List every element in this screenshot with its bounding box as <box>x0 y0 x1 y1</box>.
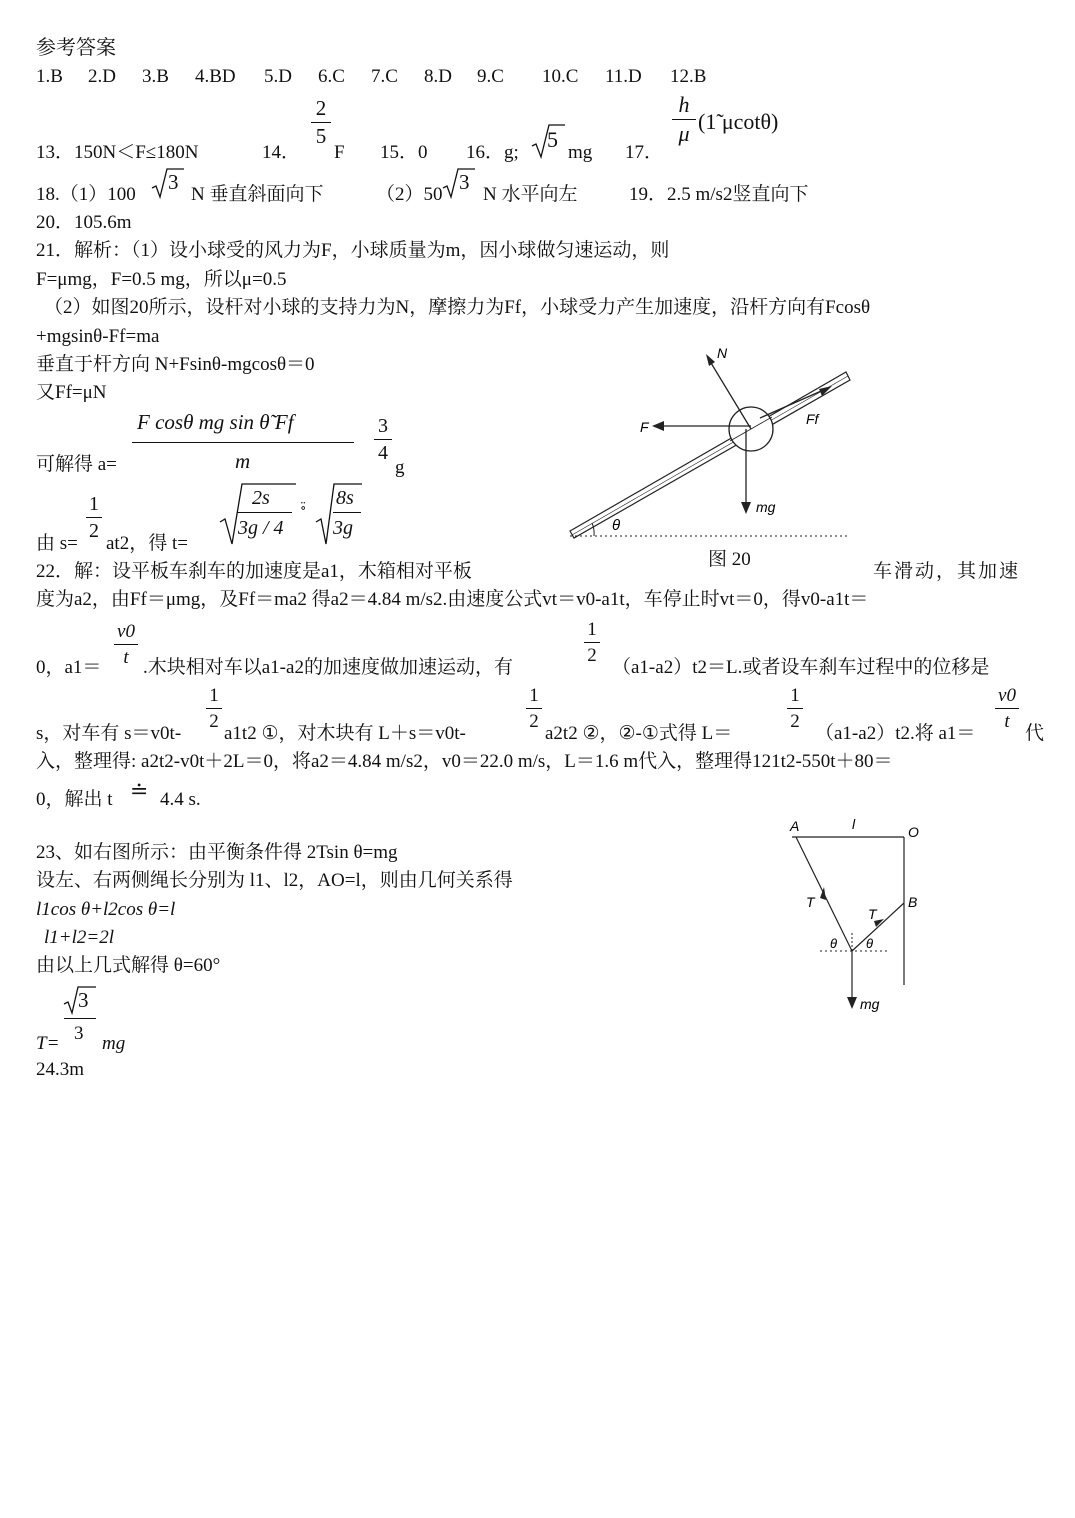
mc-answer-row <box>36 67 736 89</box>
fraction-numerator: v0 <box>998 685 1016 706</box>
mc-answer: 6.C <box>318 66 345 87</box>
answer-22-a1-fraction <box>114 622 138 667</box>
fraction-numerator: h <box>678 92 690 117</box>
answer-20: 20．105.6m <box>36 212 132 233</box>
fraction-bar <box>333 512 361 513</box>
mc-answer: 10.C <box>542 66 579 87</box>
answer-23-line3: l1cos θ+l2cos θ=l <box>36 899 176 920</box>
answer-18-part2: （2）50 <box>376 184 443 205</box>
answer-14-unit: F <box>334 142 345 163</box>
fraction-denominator: 5 <box>315 124 327 148</box>
answer-22-a1-fraction <box>995 686 1019 731</box>
answer-21-a-label: 可解得 a= <box>36 454 117 475</box>
answer-21-s-fraction <box>86 494 102 541</box>
figure-20-N-label: N <box>717 345 728 361</box>
fraction-denominator: t <box>1004 711 1010 732</box>
fraction-bar <box>64 1018 96 1019</box>
figure-23-T-left-label: T <box>806 894 815 910</box>
answer-24: 24.3m <box>36 1059 85 1080</box>
fraction-denominator: 2 <box>790 711 800 732</box>
figure-23-l-label: l <box>852 816 856 832</box>
fraction-denominator: 2 <box>89 520 99 542</box>
answer-23-line5: 由以上几式解得 θ=60° <box>36 955 221 976</box>
fraction-numerator: 3 <box>378 415 388 437</box>
figure-23-diagram <box>780 815 930 1025</box>
radicand-numerator: 8s <box>336 487 354 509</box>
answer-14-label: 14． <box>262 142 301 163</box>
answer-18-direction2: N 水平向左 <box>483 184 578 205</box>
answer-22-line3b: .木块相对车以a1-a2的加速度做加速运动，有 <box>143 657 513 678</box>
mc-answer: 11.D <box>605 66 642 87</box>
answer-21-line4: +mgsinθ-Ff=ma <box>36 326 160 347</box>
answer-21-s-mid: at2，得 t= <box>106 533 188 554</box>
fraction-numerator: 1 <box>89 493 99 515</box>
fraction-numerator: 1 <box>790 685 800 706</box>
fraction-numerator: v0 <box>117 621 135 642</box>
fraction-denominator: μ <box>678 121 690 146</box>
figure-23-theta-left-label: θ <box>830 936 838 951</box>
fraction-denominator: t <box>123 647 129 668</box>
answer-21-line1: 21．解析：（1）设小球受的风力为F，小球质量为m，因小球做匀速运动，则 <box>36 240 670 261</box>
answer-22-line3c: （a1-a2）t2＝L.或者设车刹车过程中的位移是 <box>612 657 990 678</box>
mc-answer: 8.D <box>424 66 452 87</box>
answer-22-line2: 度为a2，由Ff＝μmg，及Ff＝ma2 得a2＝4.84 m/s2.由速度公式vt＝v0-a1t，车停止时vt＝0，得v0-a1t＝ <box>36 589 869 610</box>
figure-23-A-label: A <box>790 818 800 834</box>
answer-22-line5: 入，整理得: a2t2-v0t＋2L＝0，将a2＝4.84 m/s2，v0＝22.0 m/s，L＝1.6 m代入，整理得121t2-550t＋80＝ <box>36 751 893 772</box>
mc-answer: 12.B <box>670 66 707 87</box>
fraction-numerator: 2 <box>315 96 327 120</box>
fraction-bar <box>114 644 138 645</box>
answer-22-line4c: a2t2 ②，②-①式得 L＝ <box>545 723 733 744</box>
fraction-numerator: 1 <box>587 619 597 640</box>
mc-answer: 1.B <box>36 66 63 87</box>
answer-21-line3: （2）如图20所示，设杆对小球的支持力为N，摩擦力为Ff，小球受力产生加速度，沿杆方向有Fcosθ <box>44 297 871 318</box>
answer-23-line1: 23、如右图所示：由平衡条件得 2Tsin θ=mg <box>36 842 398 863</box>
answer-21-s-label: 由 s= <box>36 533 78 554</box>
figure-20-diagram <box>560 340 860 570</box>
answer-17-expression: (1̃ μcotθ) <box>698 109 779 134</box>
approx-sign: ∘̈ <box>300 500 307 515</box>
answer-13: 13．150N＜F≤180N <box>36 142 199 163</box>
fraction-numerator: 1 <box>209 685 219 706</box>
mc-answer: 2.D <box>88 66 116 87</box>
mc-answer: 4.BD <box>195 66 236 87</box>
answer-21-a-coefficient <box>374 416 392 463</box>
answer-15: 15．0 <box>380 142 428 163</box>
answer-18-part1: 18.（1）100 <box>36 184 136 205</box>
answer-21-line5: 垂直于杆方向 N+Fsinθ-mgcosθ＝0 <box>36 354 315 375</box>
fraction-bar <box>206 708 222 709</box>
fraction-bar <box>787 708 803 709</box>
answer-14-fraction <box>311 98 331 147</box>
radicand-numerator: 2s <box>252 487 270 509</box>
fraction-denominator: 2 <box>209 711 219 732</box>
answer-21-line6: 又Ff=μN <box>36 382 107 403</box>
figure-23-theta-right-label: θ <box>866 936 874 951</box>
answer-23-T-denominator: 3 <box>74 1023 84 1044</box>
fraction-denominator: 2 <box>587 645 597 666</box>
answer-23-T-radicand: 3 <box>78 988 89 1012</box>
answer-22-line1b: 车滑动，其加速 <box>873 561 1021 582</box>
answer-22-line4d: （a1-a2）t2.将 a1＝ <box>815 723 976 744</box>
answer-19: 19．2.5 m/s2竖直向下 <box>629 184 809 205</box>
answer-23-line4: l1+l2=2l <box>44 927 114 948</box>
fraction-bar <box>672 119 696 120</box>
answer-22-half-fraction <box>206 686 222 731</box>
answer-21-a-unit: g <box>395 457 405 478</box>
answer-21-a-numerator: F cosθ mg sin θ̃ Ff <box>137 410 294 434</box>
answer-16-label: 16．g; <box>466 142 519 163</box>
mc-answer: 7.C <box>371 66 398 87</box>
answer-16-radicand: 5 <box>547 127 558 152</box>
fraction-bar <box>132 442 354 443</box>
answer-23-T-unit: mg <box>102 1033 126 1054</box>
answer-23-T-label: T= <box>36 1033 60 1054</box>
figure-23-T-right-label: T <box>868 906 877 922</box>
answer-21-line2: F=μmg，F=0.5 mg，所以μ=0.5 <box>36 269 287 290</box>
figure-20-F-label: F <box>640 419 649 435</box>
answer-22-line6a: 0，解出 t <box>36 789 113 810</box>
answer-16-unit: mg <box>568 142 593 163</box>
fraction-denominator: 2 <box>529 711 539 732</box>
figure-23-O-label: O <box>908 824 919 840</box>
fraction-bar <box>237 512 292 513</box>
fraction-bar <box>374 439 392 440</box>
answer-22-line6c: 4.4 s. <box>160 789 201 810</box>
figure-23-mg-label: mg <box>860 996 880 1012</box>
mc-answer: 9.C <box>477 66 504 87</box>
fraction-bar <box>86 517 102 518</box>
answer-22-line4b: a1t2 ①，对木块有 L＋s＝v0t- <box>224 723 466 744</box>
answer-22-line1a: 22．解：设平板车刹车的加速度是a1，木箱相对平板 <box>36 561 472 582</box>
answer-22-half-fraction <box>584 620 600 665</box>
answer-22-half-fraction <box>526 686 542 731</box>
figure-20-theta-label: θ <box>612 517 621 534</box>
figure-20-mg-label: mg <box>756 499 776 515</box>
answer-22-line3a: 0，a1＝ <box>36 657 102 678</box>
fraction-bar <box>526 708 542 709</box>
figure-20-Ff-label: Ff <box>806 411 819 427</box>
figure-20-caption: 图 20 <box>708 549 751 570</box>
radicand-denominator: 3g / 4 <box>238 517 284 539</box>
fraction-bar <box>995 708 1019 709</box>
answer-18-radicand: 3 <box>168 170 179 194</box>
fraction-bar <box>311 122 331 123</box>
answer-22-line4a: s，对车有 s＝v0t- <box>36 723 182 744</box>
answer-18-radicand2: 3 <box>459 170 470 194</box>
approx-equal-sign: ≐ <box>130 778 149 803</box>
mc-answer: 5.D <box>264 66 292 87</box>
answer-21-a-denominator: m <box>235 449 251 473</box>
page-title: 参考答案 <box>36 37 116 59</box>
fraction-denominator: 4 <box>378 442 388 464</box>
answer-17-fraction <box>672 94 696 145</box>
answer-23-line2: 设左、右两侧绳长分别为 l1、l2，AO=l，则由几何关系得 <box>36 870 513 891</box>
radicand-denominator: 3g <box>333 517 353 539</box>
answer-18-direction1: N 垂直斜面向下 <box>191 184 324 205</box>
figure-23-B-label: B <box>908 894 918 910</box>
answer-22-half-fraction <box>787 686 803 731</box>
fraction-bar <box>584 642 600 643</box>
fraction-numerator: 1 <box>529 685 539 706</box>
mc-answer: 3.B <box>142 66 169 87</box>
answer-17-label: 17． <box>625 142 664 163</box>
answer-22-line4e: 代 <box>1025 723 1045 744</box>
